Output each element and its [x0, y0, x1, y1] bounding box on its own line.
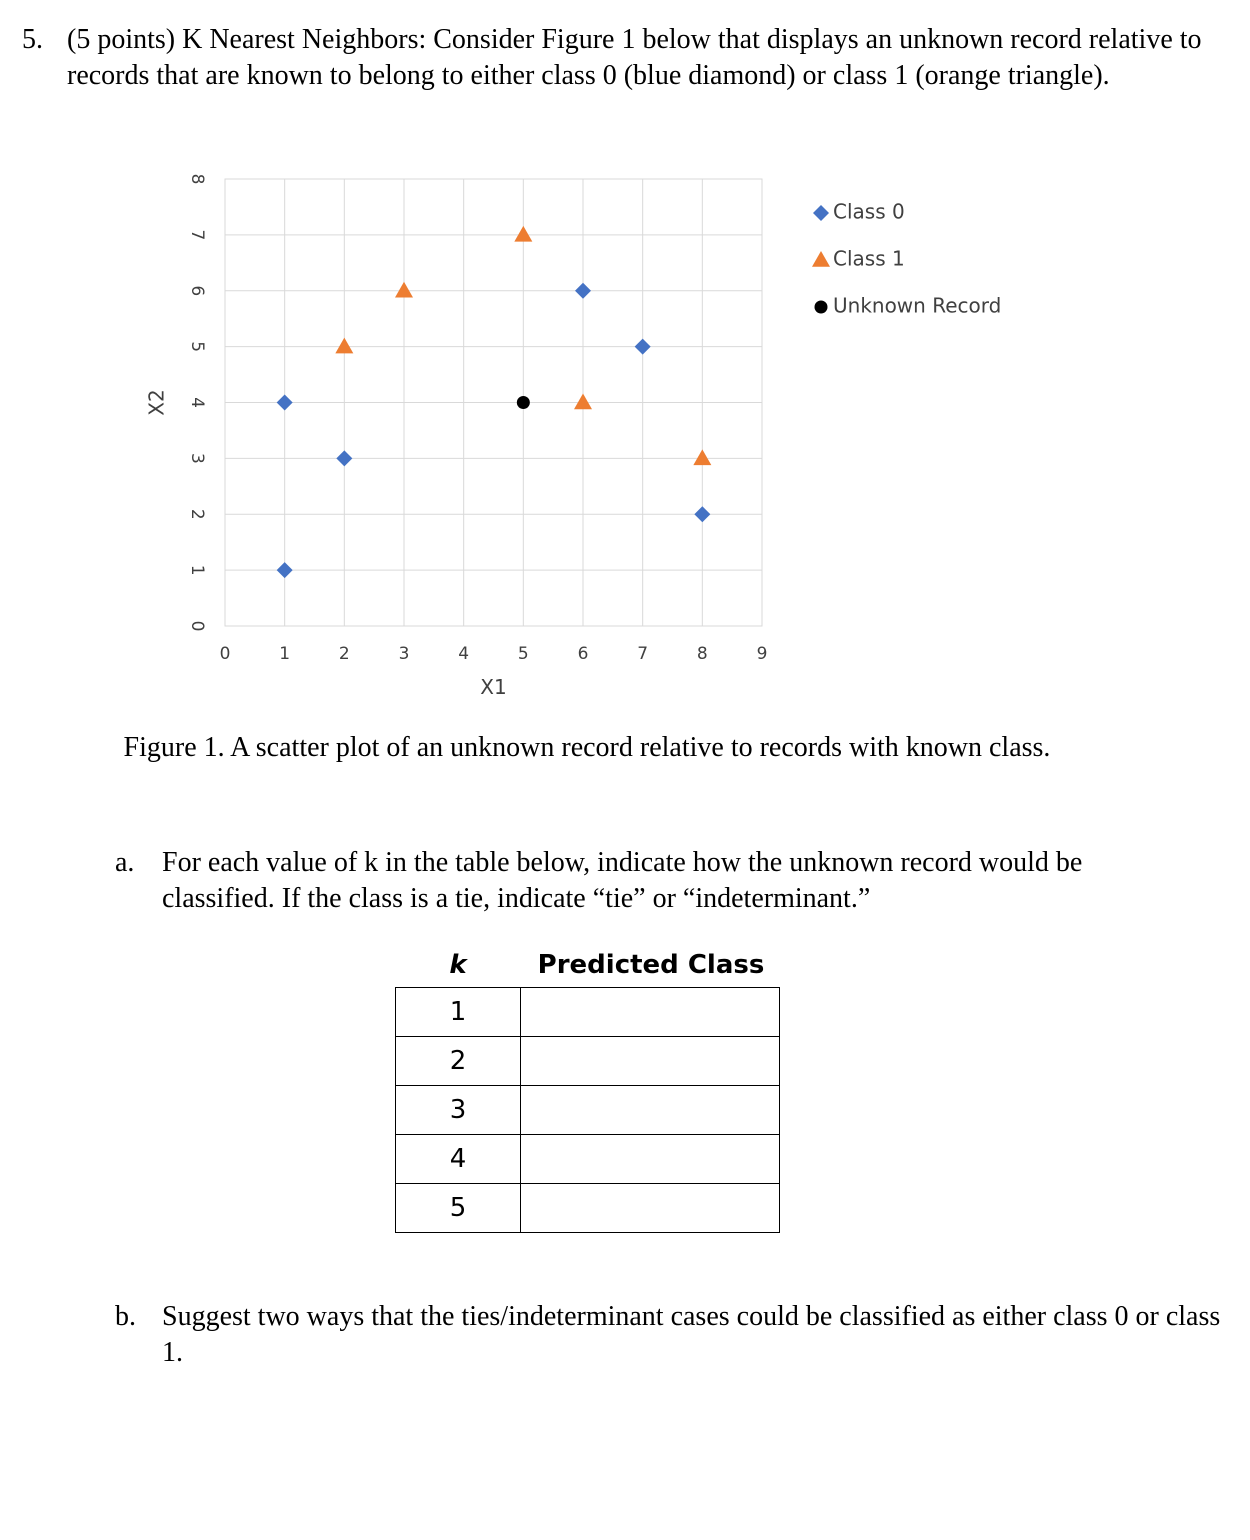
scatter-chart — [140, 160, 1040, 720]
y-tick-label: 3 — [187, 452, 207, 464]
question-5 — [22, 22, 1222, 94]
table-row — [396, 988, 780, 1037]
question-number: 5. — [22, 24, 43, 55]
x-tick-label: 9 — [756, 644, 768, 664]
y-tick-label: 6 — [187, 285, 207, 297]
y-tick-label: 2 — [187, 508, 207, 520]
k-value: 5 — [396, 1184, 521, 1233]
x-tick-label: 1 — [279, 644, 291, 664]
predicted-class-cell[interactable] — [521, 988, 780, 1037]
legend-marker — [812, 251, 830, 267]
figure-caption: Figure 1. A scatter plot of an unknown record relative to records with known class. — [123, 732, 1051, 763]
k-column-header: k — [449, 950, 467, 980]
part-b-letter: b. — [115, 1301, 136, 1332]
x-axis-title: X1 — [480, 675, 507, 699]
legend-marker — [815, 301, 828, 314]
legend-label: Class 0 — [833, 199, 905, 224]
x-tick-label: 5 — [517, 644, 529, 664]
k-value: 2 — [396, 1037, 521, 1086]
y-tick-label: 4 — [187, 397, 207, 408]
legend-marker — [813, 205, 829, 221]
question-text: (5 points) K Nearest Neighbors: Consider Figure 1 below that displays an unknown record relative to records that are known to belong to either class 0 (blue diamond) or class 1 (orange triangle). — [67, 24, 1202, 91]
x-tick-label: 7 — [637, 644, 649, 664]
y-tick-label: 5 — [187, 341, 207, 353]
k-value: 1 — [396, 988, 521, 1037]
predicted-class-cell[interactable] — [521, 1184, 780, 1233]
x-tick-label: 0 — [219, 644, 231, 664]
y-tick-label: 7 — [187, 229, 207, 241]
part-b-text: Suggest two ways that the ties/indeterminant cases could be classified as either class 0 or class 1. — [162, 1301, 1221, 1368]
x-tick-label: 6 — [577, 644, 589, 664]
table-row — [396, 1135, 780, 1184]
predicted-class-cell[interactable] — [521, 1037, 780, 1086]
x-tick-label: 3 — [398, 644, 410, 664]
x-tick-label: 8 — [696, 644, 708, 664]
part-a-text: For each value of k in the table below, indicate how the unknown record would be classified. If the class is a tie, indicate “tie” or “indeterminant.” — [162, 847, 1083, 914]
y-tick-label: 1 — [187, 564, 207, 576]
predicted-class-cell[interactable] — [521, 1086, 780, 1135]
part-a — [115, 845, 1155, 917]
unknown-record-point — [517, 396, 530, 409]
x-tick-label: 4 — [458, 644, 470, 664]
x-tick-label: 2 — [338, 644, 350, 664]
k-value: 4 — [396, 1135, 521, 1184]
predicted-class-header: Predicted Class — [537, 950, 765, 980]
part-a-letter: a. — [115, 847, 135, 878]
table-row — [396, 1184, 780, 1233]
y-axis-title: X2 — [144, 389, 169, 416]
k-value: 3 — [396, 1086, 521, 1135]
predicted-class-cell[interactable] — [521, 1135, 780, 1184]
legend-label: Class 1 — [833, 246, 905, 271]
y-tick-label: 8 — [187, 173, 207, 185]
part-b — [115, 1299, 1225, 1371]
k-table — [395, 987, 780, 1233]
table-row — [396, 1086, 780, 1135]
table-row — [396, 1037, 780, 1086]
legend-label: Unknown Record — [833, 293, 1002, 318]
y-tick-label: 0 — [187, 620, 207, 632]
